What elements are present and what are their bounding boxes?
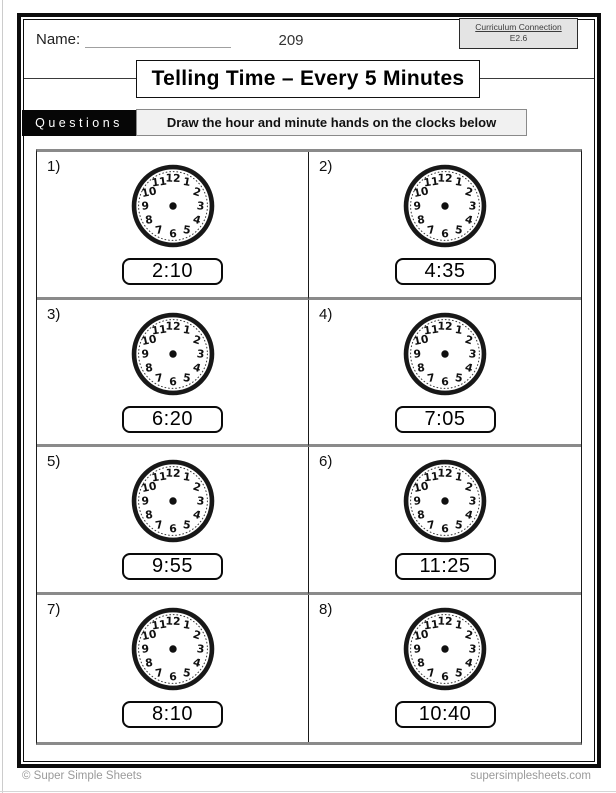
worksheet-border [17,13,601,768]
clock-center-dot [169,350,176,357]
clock-numeral: 12 [164,466,181,481]
clock-numeral: 10 [412,479,430,496]
clock-numeral: 9 [140,199,150,213]
clock-face[interactable] [402,606,488,692]
problem-cell [309,595,581,743]
clock-numeral: 7 [153,517,164,533]
clock-numeral: 7 [426,517,436,533]
clock-numeral: 2 [190,479,203,495]
clock-face[interactable] [130,458,216,544]
clock-numeral: 1 [454,174,464,190]
clock-numeral: 12 [437,614,453,628]
clock-numeral: 6 [440,669,450,683]
footer-website: supersimplesheets.com [470,770,591,782]
clock-numeral: 1 [181,174,192,190]
clock-numeral: 12 [437,171,453,186]
clock-numeral: 3 [468,199,478,213]
clock-face[interactable] [402,458,488,544]
clock-numeral: 5 [454,370,464,385]
clock-numeral: 11 [422,469,440,485]
clock-numeral: 2 [463,332,475,348]
clock-numeral: 12 [437,319,453,333]
problem-number: 1) [47,158,61,175]
problem-number: 3) [47,305,61,323]
clock-numeral: 3 [468,346,478,361]
clock-numeral: 7 [426,222,436,238]
clock-numeral: 5 [454,665,464,680]
time-display-text: 4:35 [424,260,466,282]
clock-numeral: 9 [140,641,150,656]
clock-numeral: 9 [413,346,422,361]
clock-numeral: 4 [191,360,202,375]
problem-cell [309,447,581,595]
footer-copyright: © Super Simple Sheets [22,770,142,782]
problem-number: 7) [47,600,61,618]
clock-numeral: 6 [440,521,450,536]
clock-numeral: 11 [150,174,168,190]
time-display-text: 7:05 [424,407,466,430]
clock-numeral: 11 [150,469,168,485]
clock-numeral: 9 [140,346,150,361]
clock-numeral: 2 [190,332,203,348]
clock-numeral: 4 [463,655,475,670]
clock-numeral: 11 [150,617,168,633]
clock-numeral: 12 [164,614,181,628]
time-display-text: 6:20 [152,407,193,430]
clock-numeral: 6 [168,226,177,241]
clock-numeral: 8 [416,507,426,522]
clock-numeral: 2 [190,184,203,200]
clock-numeral: 4 [463,212,475,228]
clock-face[interactable] [402,163,488,249]
worksheet-page [23,19,595,762]
clock-numeral: 3 [195,494,205,508]
clock-numeral: 8 [143,507,154,522]
time-display [122,553,223,580]
clock-center-dot [441,645,448,652]
clock-numeral: 2 [463,479,475,495]
time-display-text: 10:40 [418,702,472,725]
problem-number: 6) [319,453,333,470]
clock-numeral: 2 [190,627,203,643]
clock-numeral: 3 [468,494,478,508]
name-label: Name: [36,31,81,48]
clock-numeral: 8 [416,360,426,375]
problem-number: 5) [47,453,61,470]
clock-numeral: 9 [413,199,422,213]
page-number: 209 [278,32,304,49]
clock-face[interactable] [402,311,488,397]
clock-numeral: 1 [454,322,464,337]
page-edge-line [0,791,616,792]
clock-numeral: 3 [195,346,205,361]
page-edge-line [2,0,3,793]
time-display [122,406,223,433]
clock-numeral: 6 [168,521,177,536]
clock-numeral: 12 [437,466,453,481]
clock-numeral: 10 [139,184,158,201]
name-row [36,31,231,48]
time-display [395,406,496,433]
questions-label: Questions [22,110,136,136]
clock-numeral: 4 [191,507,202,523]
clock-numeral: 1 [181,617,192,632]
clock-numeral: 1 [454,469,464,485]
clock-numeral: 3 [468,641,478,656]
clock-numeral: 7 [153,665,164,680]
clock-numeral: 4 [463,360,475,375]
clock-face[interactable] [130,606,216,692]
clock-numeral: 11 [422,617,440,633]
worksheet-title: Telling Time – Every 5 Minutes [136,60,480,98]
clock-face[interactable] [130,163,216,249]
clock-numeral: 7 [153,222,164,238]
clock-numeral: 10 [412,331,430,348]
clock-numeral: 2 [463,627,475,643]
clock-numeral: 4 [191,655,202,670]
clock-numeral: 6 [168,374,177,388]
instruction-text: Draw the hour and minute hands on the clocks below [136,109,527,136]
clock-numeral: 4 [463,507,475,523]
clock-numeral: 1 [454,617,464,632]
clock-numeral: 10 [139,479,158,496]
clock-numeral: 3 [195,641,205,656]
clock-center-dot [441,202,448,209]
problem-cell [37,595,309,743]
curriculum-connection-box [459,18,578,49]
problem-cell [309,152,581,300]
clock-numeral: 9 [413,641,422,656]
clock-numeral: 7 [426,665,436,680]
clock-numeral: 11 [422,174,440,190]
clock-numeral: 5 [454,518,464,532]
clock-center-dot [441,497,448,504]
curriculum-connection-title: Curriculum Connection [475,22,562,32]
clock-numeral: 8 [416,212,426,227]
clock-numeral: 6 [440,374,450,388]
clock-numeral: 8 [416,655,426,670]
time-display [395,258,496,285]
clock-numeral: 5 [181,370,191,385]
clock-numeral: 10 [139,331,158,348]
time-display [395,553,496,580]
clock-numeral: 12 [164,171,181,186]
clock-numeral: 2 [463,184,475,200]
clock-numeral: 5 [181,223,191,237]
problems-grid [36,149,582,745]
clock-numeral: 7 [153,370,164,385]
time-display-text: 2:10 [152,260,193,282]
clock-numeral: 1 [181,469,192,485]
clock-numeral: 5 [181,665,191,680]
clock-numeral: 9 [413,494,422,508]
problem-cell [309,300,581,448]
clock-numeral: 4 [191,212,202,228]
clock-numeral: 8 [143,212,154,227]
clock-numeral: 5 [454,223,464,237]
curriculum-connection-code: E2.6 [509,33,528,43]
time-display-text: 8:10 [152,702,193,725]
clock-center-dot [169,497,176,504]
problem-number: 8) [319,600,333,618]
clock-numeral: 10 [139,626,158,643]
clock-center-dot [169,202,176,209]
time-display [122,258,223,285]
time-display [122,701,223,728]
clock-numeral: 6 [440,226,450,241]
clock-numeral: 11 [422,322,440,338]
clock-numeral: 8 [143,360,154,375]
problem-cell [37,152,309,300]
time-display-text: 11:25 [419,555,471,577]
clock-numeral: 12 [164,319,181,333]
clock-numeral: 1 [181,322,192,337]
clock-numeral: 10 [412,626,430,643]
problem-cell [37,447,309,595]
clock-numeral: 9 [140,494,150,508]
time-display [395,701,496,728]
time-display-text: 9:55 [152,555,193,577]
clock-center-dot [441,350,448,357]
clock-numeral: 5 [181,518,191,532]
problem-number: 4) [319,305,333,323]
clock-numeral: 3 [195,199,205,213]
clock-numeral: 6 [168,669,177,683]
clock-face[interactable] [130,311,216,397]
clock-numeral: 10 [412,184,430,201]
clock-numeral: 11 [150,322,168,338]
problem-number: 2) [319,158,333,175]
clock-numeral: 8 [143,655,154,670]
clock-numeral: 7 [426,370,436,385]
problem-cell [37,300,309,448]
name-input-line[interactable] [85,33,231,48]
clock-center-dot [169,645,176,652]
